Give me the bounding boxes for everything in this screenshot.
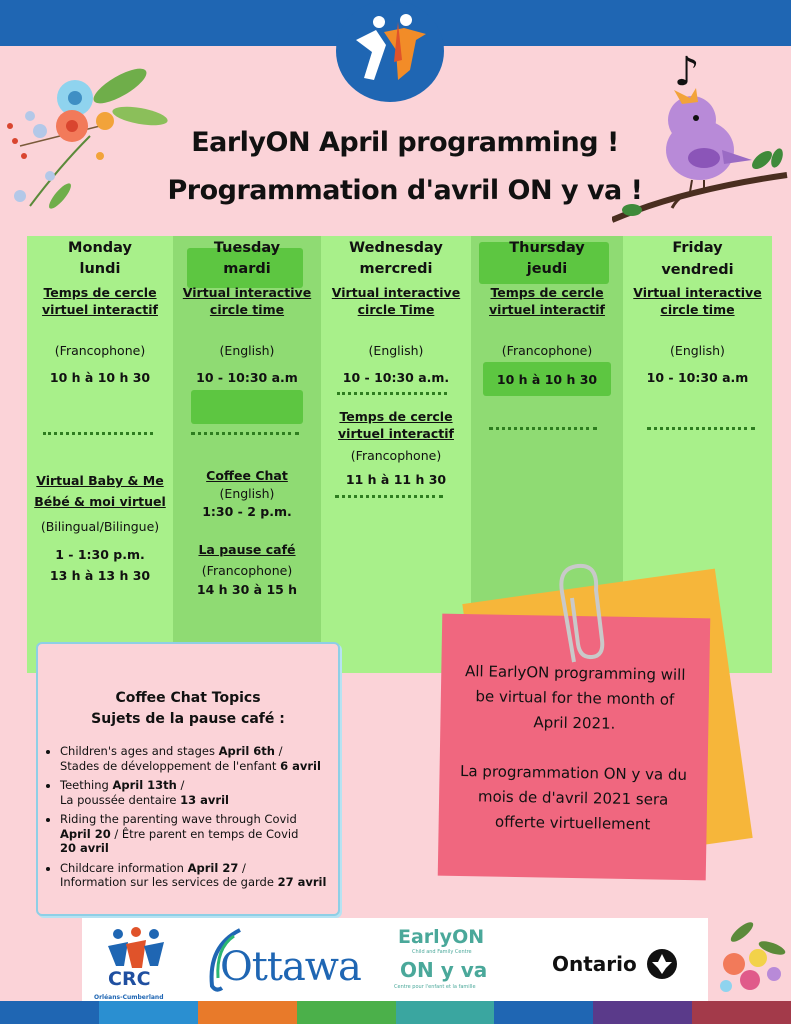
page-title-french: Programmation d'avril ON y va ! — [167, 175, 643, 206]
note-line: La programmation ON y va du — [459, 762, 688, 784]
page-title-english: EarlyON April programming ! — [191, 127, 619, 158]
dotted-divider — [191, 432, 299, 435]
topic-date: April 20 — [60, 826, 111, 841]
program-time: 10 - 10:30 a.m. — [342, 370, 450, 385]
day-name-fr: vendredi — [661, 262, 734, 278]
day-name-en: Wednesday — [349, 240, 443, 256]
program-language: (English) — [219, 343, 275, 358]
topic-text: La poussée dentaire — [60, 792, 181, 807]
coffee-chat-topics-box — [36, 642, 340, 916]
program-title: circle Time — [357, 302, 435, 317]
program-title: Temps de cercle — [43, 285, 157, 300]
dotted-divider — [337, 392, 447, 395]
onyva-logo-text: ON y va — [400, 958, 488, 982]
program-title: Virtual interactive — [633, 285, 762, 300]
dotted-divider — [489, 427, 597, 430]
topic-text: Riding the parenting wave through Covid — [60, 812, 297, 826]
ottawa-logo-text: Ottawa — [220, 944, 361, 990]
day-name-en: Tuesday — [213, 240, 281, 256]
topic-date: April 13th — [112, 778, 177, 792]
coffee-topics-heading — [38, 688, 338, 730]
coffee-topics-heading-en: Coffee Chat Topics — [115, 690, 261, 706]
program-time: 11 h à 11 h 30 — [345, 472, 447, 487]
topic-text: Stades de développement de l'enfant — [60, 758, 281, 773]
day-name-fr: mercredi — [359, 261, 433, 277]
topic-date: 13 avril — [180, 792, 229, 807]
program-language: (English) — [368, 343, 424, 358]
program-title: circle time — [660, 302, 735, 317]
ontario-trillium-icon — [646, 948, 678, 980]
note-line: offerte virtuellement — [494, 812, 651, 834]
program-language: (Francophone) — [501, 343, 593, 358]
topic-text: Information sur les services de garde — [60, 875, 278, 889]
note-line: All EarlyON programming will — [464, 662, 686, 684]
topic-text: / Être parent en temps de Covid — [110, 826, 299, 841]
program-title: Coffee Chat — [206, 468, 288, 483]
program-time: 10 - 10:30 a.m — [196, 370, 298, 385]
schedule-column-tuesday — [173, 236, 321, 673]
topic-date: 6 avril — [280, 758, 321, 773]
program-time: 10 - 10:30 a.m — [646, 370, 749, 385]
coffee-topic-item — [60, 778, 345, 807]
topic-text: Childcare information — [60, 860, 188, 875]
program-time: 1:30 - 2 p.m. — [202, 504, 292, 519]
topic-text: / — [274, 744, 283, 758]
earlyon-logo-text: EarlyON — [398, 926, 485, 948]
schedule-column-monday — [27, 236, 173, 673]
program-language: (Bilingual/Bilingue) — [40, 519, 160, 534]
program-time: 13 h à 13 h 30 — [49, 568, 151, 583]
earlyon-figures-logo — [336, 0, 444, 102]
coffee-topics-list — [46, 744, 345, 895]
bottom-color-bar — [0, 1001, 791, 1024]
dotted-divider — [647, 427, 755, 430]
program-time: 1 - 1:30 p.m. — [55, 547, 145, 562]
highlight-brush — [191, 390, 303, 424]
program-time: 14 h 30 à 15 h — [196, 582, 298, 597]
day-name-fr: lundi — [79, 261, 121, 277]
crc-logo-subtext: Orléans-Cumberland — [94, 994, 164, 1001]
program-title: La pause café — [198, 542, 296, 557]
day-name-fr: mardi — [223, 261, 271, 277]
program-title: Temps de cercle — [490, 285, 604, 300]
day-name-en: Friday — [672, 240, 723, 256]
note-line: April 2021. — [533, 713, 616, 733]
topic-text: Children's ages and stages — [60, 744, 219, 758]
topic-date: April 27 — [187, 860, 239, 875]
program-title: virtuel interactif — [42, 302, 158, 317]
topic-text: Teething — [60, 778, 113, 792]
day-name-fr: jeudi — [526, 261, 568, 277]
topic-text: / — [238, 860, 246, 875]
program-time: 10 h à 10 h 30 — [49, 370, 151, 385]
schedule-column-wednesday — [321, 236, 471, 673]
topic-date: 20 avril — [60, 841, 109, 855]
program-title: Virtual interactive — [182, 285, 312, 300]
crc-logo-text: CRC — [108, 968, 151, 990]
earlyon-logo-subtext-fr: Centre pour l'enfant et la famille — [394, 984, 476, 990]
flower-corner-icon — [712, 912, 791, 1002]
coffee-topic-item — [60, 812, 345, 856]
program-language: (English) — [219, 486, 275, 501]
coffee-topics-heading-fr: Sujets de la pause café : — [91, 711, 285, 727]
program-title: circle time — [209, 302, 285, 317]
svg-text:♪: ♪ — [674, 49, 700, 95]
program-title: virtuel interactif — [338, 426, 454, 441]
program-title: Virtual Baby & Me — [36, 473, 164, 488]
program-language: (Francophone) — [201, 563, 293, 578]
paperclip-icon — [556, 562, 606, 672]
partner-logo-strip — [82, 918, 708, 1014]
crc-people-icon — [104, 922, 168, 974]
program-language: (Francophone) — [350, 448, 442, 463]
program-time: 10 h à 10 h 30 — [496, 372, 598, 387]
program-title: Temps de cercle — [339, 409, 453, 424]
program-language: (English) — [670, 343, 725, 358]
program-title: virtuel interactif — [489, 302, 605, 317]
coffee-topic-item — [60, 861, 345, 890]
program-language: (Francophone) — [54, 343, 146, 358]
program-title: Virtual interactive — [331, 285, 461, 300]
note-line: mois de d'avril 2021 sera — [477, 787, 669, 809]
coffee-topic-item — [60, 744, 345, 773]
day-name-en: Monday — [68, 240, 132, 256]
ontario-logo-text: Ontario — [552, 952, 637, 976]
earlyon-logo-subtext-en: Child and Family Centre — [412, 949, 472, 955]
topic-date: 27 avril — [277, 875, 327, 889]
topic-text: / — [176, 778, 185, 792]
day-name-en: Thursday — [509, 240, 585, 256]
topic-date: April 6th — [218, 744, 275, 758]
dotted-divider — [335, 495, 443, 498]
program-title: Bébé & moi virtuel — [34, 494, 166, 509]
note-line: be virtual for the month of — [475, 687, 675, 709]
dotted-divider — [43, 432, 153, 435]
